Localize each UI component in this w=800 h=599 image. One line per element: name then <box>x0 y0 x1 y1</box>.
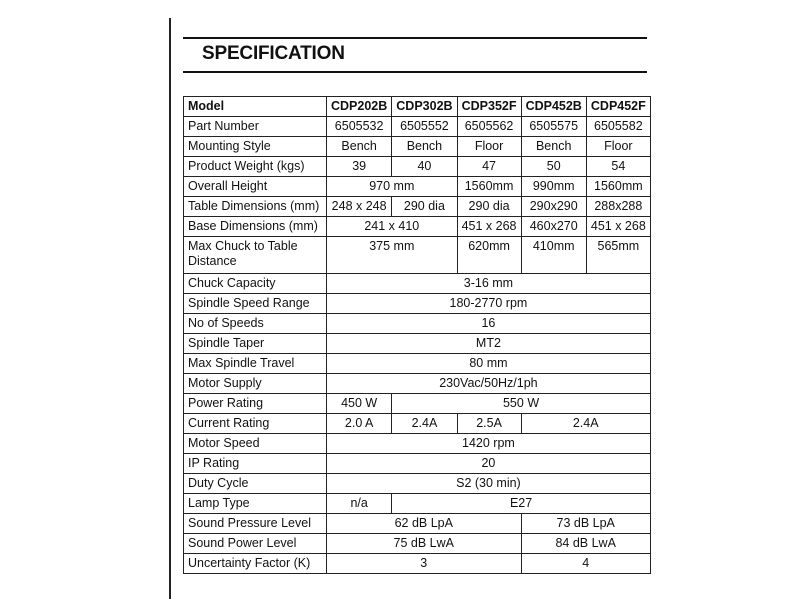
table-row <box>184 197 651 217</box>
table-row <box>184 157 651 177</box>
cell-value: 3 <box>327 554 522 574</box>
row-label: Power Rating <box>184 394 327 414</box>
row-label: Overall Height <box>184 177 327 197</box>
cell-value: 2.0 A <box>327 414 392 434</box>
model-column-header: CDP352F <box>457 97 521 117</box>
cell-value: 620mm <box>457 237 521 274</box>
cell-value: 54 <box>586 157 650 177</box>
table-row <box>184 137 651 157</box>
cell-value: 47 <box>457 157 521 177</box>
table-row <box>184 314 651 334</box>
cell-value: 4 <box>521 554 650 574</box>
cell-value: 50 <box>521 157 586 177</box>
cell-value: 6505552 <box>392 117 457 137</box>
cell-value: 2.5A <box>457 414 521 434</box>
cell-value: 62 dB LpA <box>327 514 522 534</box>
cell-value: 451 x 268 <box>457 217 521 237</box>
row-label: Uncertainty Factor (K) <box>184 554 327 574</box>
row-label: Max Chuck to Table Distance <box>184 237 327 274</box>
specification-table <box>183 96 651 574</box>
cell-value: 990mm <box>521 177 586 197</box>
model-column-header: CDP452B <box>521 97 586 117</box>
cell-value: 6505575 <box>521 117 586 137</box>
row-label: Duty Cycle <box>184 474 327 494</box>
cell-value: 375 mm <box>327 237 458 274</box>
row-label: Product Weight (kgs) <box>184 157 327 177</box>
cell-value: 288x288 <box>586 197 650 217</box>
cell-value: 180-2770 rpm <box>327 294 651 314</box>
cell-value: Floor <box>457 137 521 157</box>
row-label: Sound Pressure Level <box>184 514 327 534</box>
row-label: Motor Supply <box>184 374 327 394</box>
cell-value: 1420 rpm <box>327 434 651 454</box>
cell-value: 460x270 <box>521 217 586 237</box>
model-column-header: CDP202B <box>327 97 392 117</box>
cell-value: 550 W <box>392 394 651 414</box>
row-label: Lamp Type <box>184 494 327 514</box>
table-row <box>184 374 651 394</box>
cell-value: 565mm <box>586 237 650 274</box>
table-row <box>184 237 651 274</box>
page-title: SPECIFICATION <box>202 43 345 64</box>
model-column-header: CDP452F <box>586 97 650 117</box>
cell-value: E27 <box>392 494 651 514</box>
row-label: Current Rating <box>184 414 327 434</box>
table-row <box>184 494 651 514</box>
cell-value: 73 dB LpA <box>521 514 650 534</box>
row-label: Chuck Capacity <box>184 274 327 294</box>
header-top-rule <box>183 37 647 39</box>
model-header: Model <box>184 97 327 117</box>
table-row <box>184 434 651 454</box>
cell-value: MT2 <box>327 334 651 354</box>
cell-value: 84 dB LwA <box>521 534 650 554</box>
cell-value: 20 <box>327 454 651 474</box>
row-label: Base Dimensions (mm) <box>184 217 327 237</box>
row-label: Spindle Speed Range <box>184 294 327 314</box>
cell-value: n/a <box>327 494 392 514</box>
cell-value: 1560mm <box>586 177 650 197</box>
row-label: No of Speeds <box>184 314 327 334</box>
table-row <box>184 117 651 137</box>
table-header-row <box>184 97 651 117</box>
header-bottom-rule <box>183 71 647 73</box>
cell-value: 2.4A <box>392 414 457 434</box>
cell-value: 40 <box>392 157 457 177</box>
table-row <box>184 294 651 314</box>
cell-value: 1560mm <box>457 177 521 197</box>
table-row <box>184 394 651 414</box>
cell-value: 6505532 <box>327 117 392 137</box>
table-row <box>184 474 651 494</box>
cell-value: 241 x 410 <box>327 217 458 237</box>
cell-value: 450 W <box>327 394 392 414</box>
cell-value: 451 x 268 <box>586 217 650 237</box>
table-row <box>184 274 651 294</box>
cell-value: 248 x 248 <box>327 197 392 217</box>
cell-value: 2.4A <box>521 414 650 434</box>
table-row <box>184 217 651 237</box>
cell-value: 3-16 mm <box>327 274 651 294</box>
cell-value: 290x290 <box>521 197 586 217</box>
row-label: Part Number <box>184 117 327 137</box>
row-label: IP Rating <box>184 454 327 474</box>
cell-value: 230Vac/50Hz/1ph <box>327 374 651 394</box>
row-label: Mounting Style <box>184 137 327 157</box>
cell-value: 16 <box>327 314 651 334</box>
table-row <box>184 454 651 474</box>
row-label: Spindle Taper <box>184 334 327 354</box>
cell-value: S2 (30 min) <box>327 474 651 494</box>
cell-value: 6505562 <box>457 117 521 137</box>
cell-value: Bench <box>327 137 392 157</box>
model-column-header: CDP302B <box>392 97 457 117</box>
cell-value: 39 <box>327 157 392 177</box>
cell-value: 290 dia <box>392 197 457 217</box>
table-row <box>184 534 651 554</box>
row-label: Sound Power Level <box>184 534 327 554</box>
cell-value: Bench <box>521 137 586 157</box>
cell-value: 6505582 <box>586 117 650 137</box>
page-left-rule <box>169 18 171 599</box>
table-row <box>184 514 651 534</box>
row-label: Motor Speed <box>184 434 327 454</box>
cell-value: Floor <box>586 137 650 157</box>
cell-value: 75 dB LwA <box>327 534 522 554</box>
cell-value: 970 mm <box>327 177 458 197</box>
table-row <box>184 354 651 374</box>
table-row <box>184 554 651 574</box>
cell-value: Bench <box>392 137 457 157</box>
table-row <box>184 177 651 197</box>
cell-value: 290 dia <box>457 197 521 217</box>
row-label: Table Dimensions (mm) <box>184 197 327 217</box>
table-row <box>184 414 651 434</box>
table-row <box>184 334 651 354</box>
cell-value: 80 mm <box>327 354 651 374</box>
cell-value: 410mm <box>521 237 586 274</box>
row-label: Max Spindle Travel <box>184 354 327 374</box>
